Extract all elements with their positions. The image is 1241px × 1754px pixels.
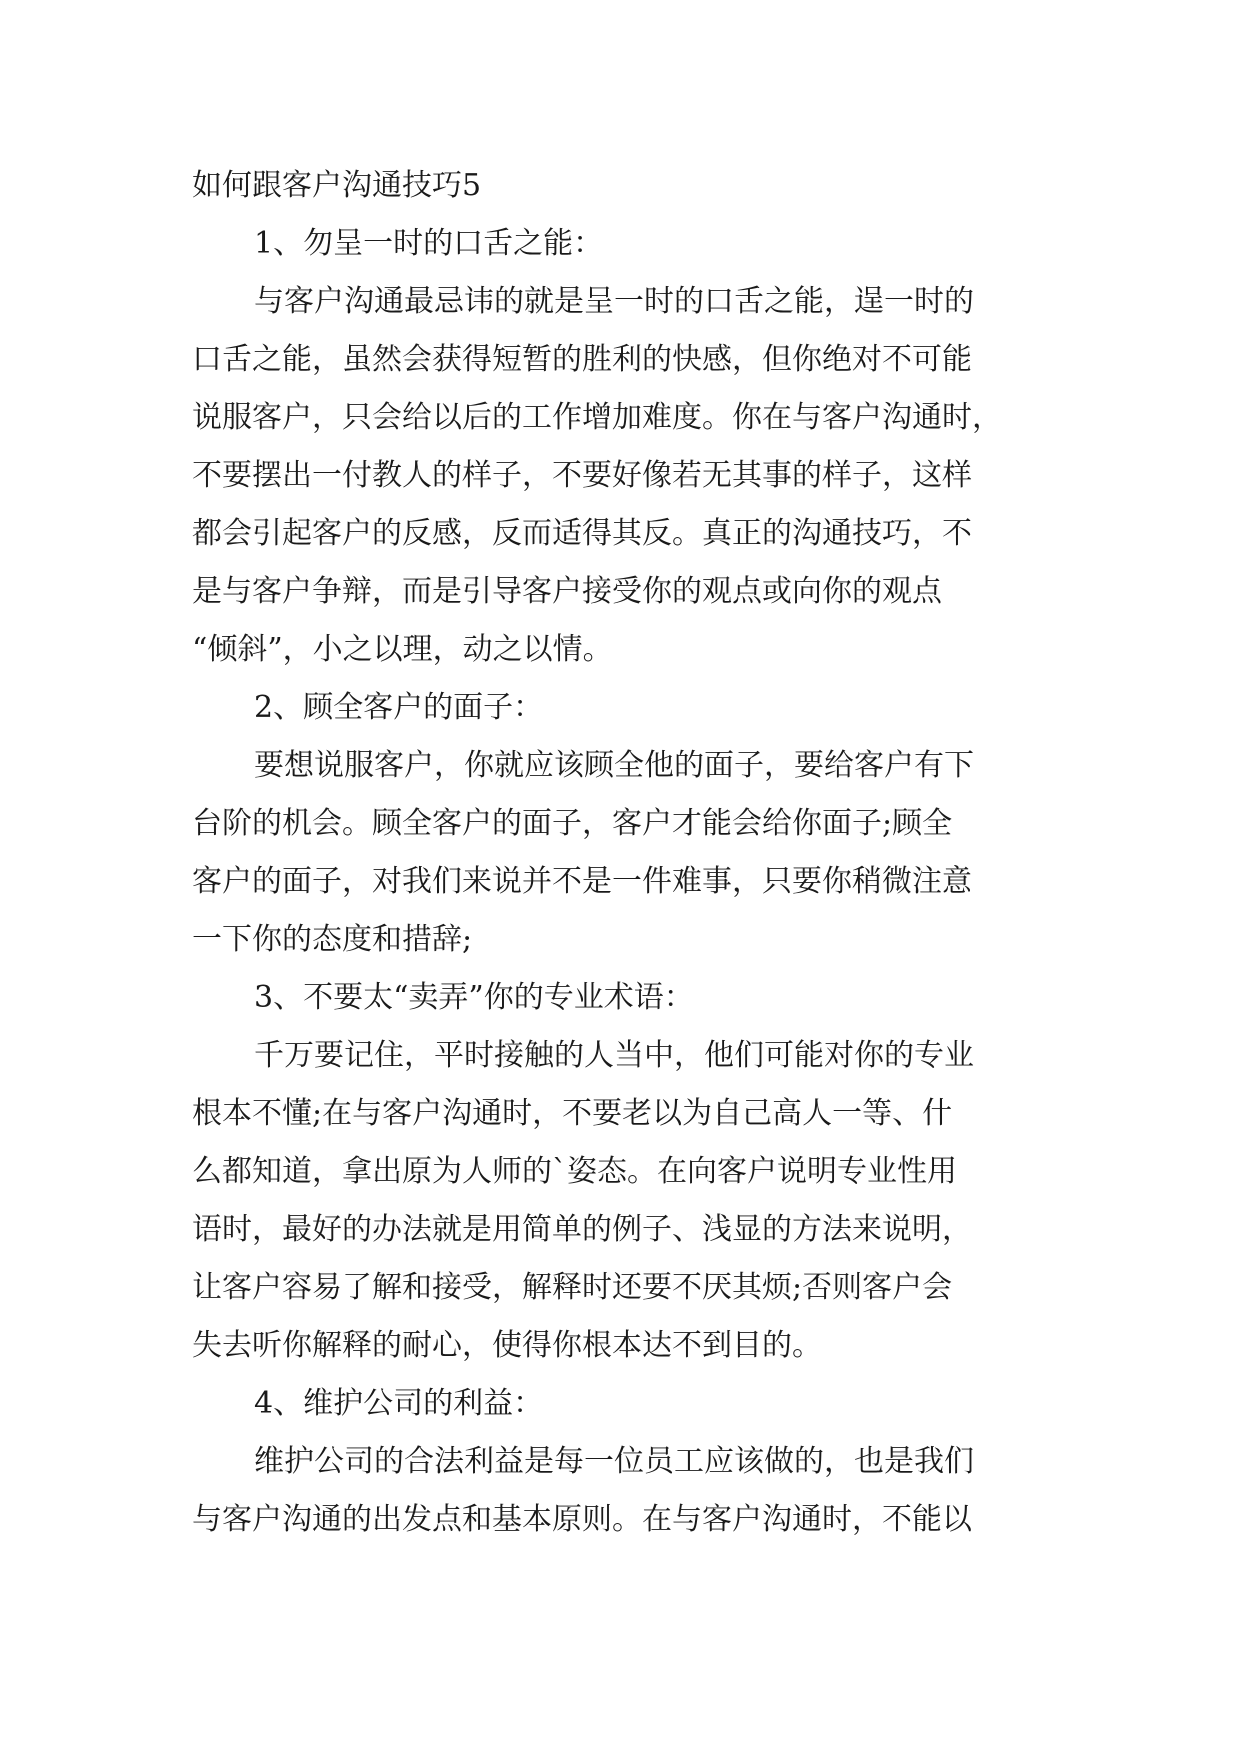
document-title: 如何跟客户沟通技巧5 [192,168,482,203]
paragraph-line: 是与客户争辩，而是引导客户接受你的观点或向你的观点 [192,574,942,609]
paragraph-line: 语时，最好的办法就是用简单的例子、浅显的方法来说明， [192,1212,972,1247]
paragraph-line: 台阶的机会。顾全客户的面子，客户才能会给你面子;顾全 [192,806,953,841]
paragraph-line: “倾斜”，小之以理，动之以情。 [192,632,613,667]
section-heading: 3、不要太“卖弄”你的专业术语： [254,980,694,1015]
paragraph-line: 不要摆出一付教人的样子，不要好像若无其事的样子，这样 [192,458,972,493]
paragraph-line: 口舌之能，虽然会获得短暂的胜利的快感，但你绝对不可能 [192,342,972,377]
paragraph-line: 根本不懂;在与客户沟通时，不要老以为自己高人一等、什 [192,1096,953,1131]
section-heading: 1、勿呈一时的口舌之能： [254,226,604,261]
paragraph-line: 说服客户，只会给以后的工作增加难度。你在与客户沟通时， [192,400,1002,435]
paragraph-line: 让客户容易了解和接受，解释时还要不厌其烦;否则客户会 [192,1270,953,1305]
paragraph-line: 都会引起客户的反感，反而适得其反。真正的沟通技巧，不 [192,516,972,551]
paragraph-line: 维护公司的合法利益是每一位员工应该做的，也是我们 [254,1444,974,1479]
paragraph-line: 失去听你解释的耐心，使得你根本达不到目的。 [192,1328,822,1363]
section-heading: 2、顾全客户的面子： [254,690,544,725]
paragraph-line: 一下你的态度和措辞; [192,922,473,957]
paragraph-line: 客户的面子，对我们来说并不是一件难事，只要你稍微注意 [192,864,972,899]
section-heading: 4、维护公司的利益： [254,1386,544,1421]
paragraph-line: 千万要记住，平时接触的人当中，他们可能对你的专业 [254,1038,974,1073]
paragraph-line: 要想说服客户，你就应该顾全他的面子，要给客户有下 [254,748,974,783]
paragraph-line: 与客户沟通的出发点和基本原则。在与客户沟通时，不能以 [192,1502,972,1537]
paragraph-line: 与客户沟通最忌讳的就是呈一时的口舌之能，逞一时的 [254,284,974,319]
paragraph-line: 么都知道，拿出原为人师的`姿态。在向客户说明专业性用 [192,1154,957,1189]
